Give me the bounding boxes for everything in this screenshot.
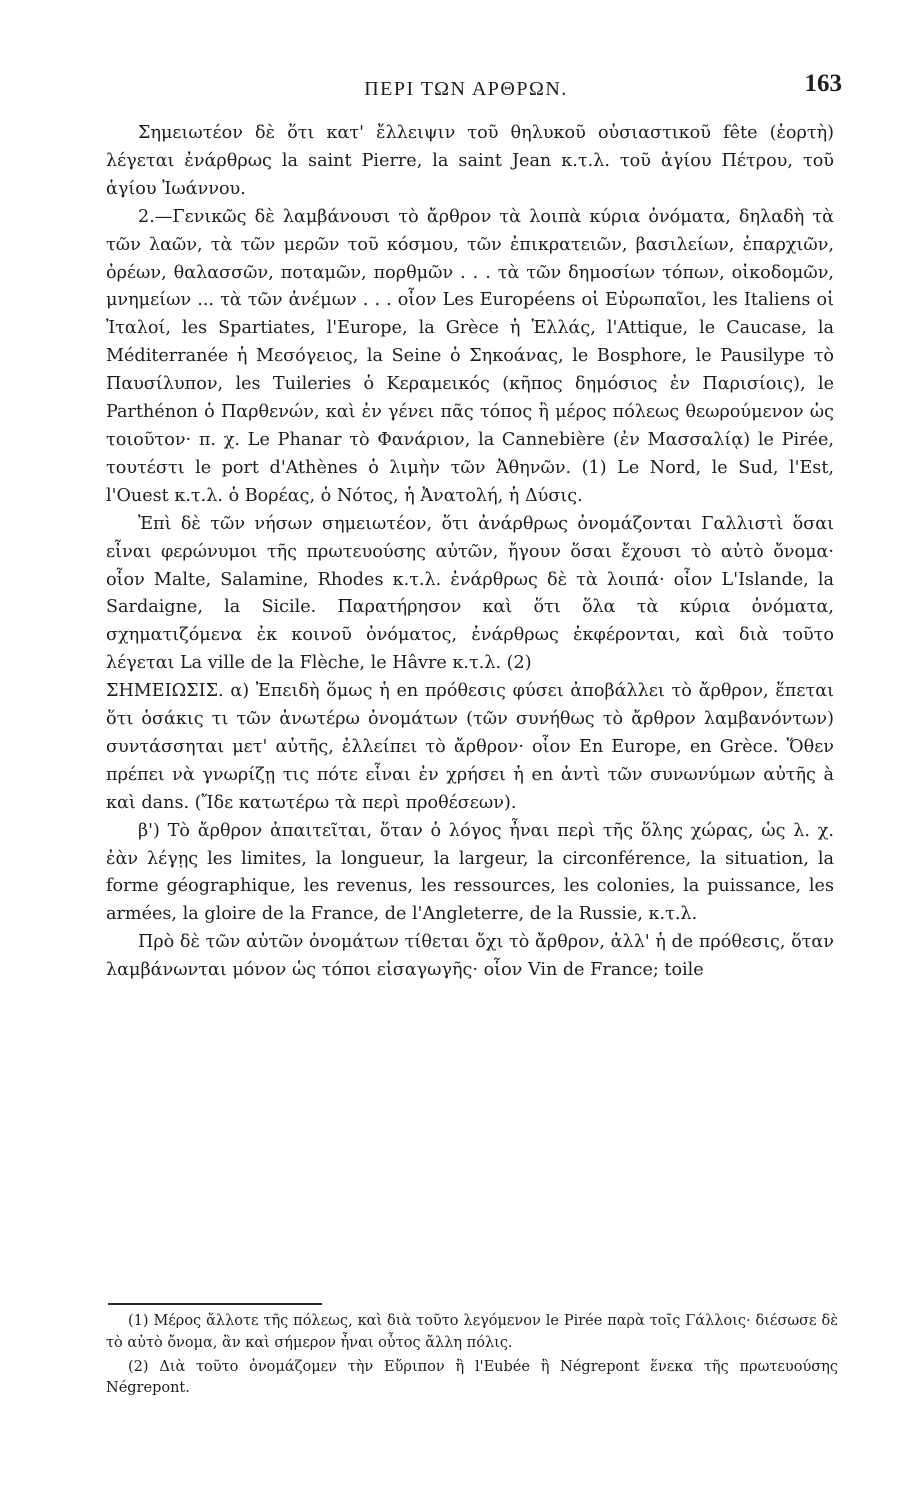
page-header xyxy=(96,70,842,110)
paragraph-proper-names: 2.—Γενικῶς δὲ λαμβάνουσι τὸ ἄρθρον τὰ λοιπὰ κύρια ὀνόματα, δηλαδὴ τὰ τῶν λαῶν, τὰ τῶν μερῶν τοῦ κόσμου, τῶν ἐπικρατειῶν, βασιλείων, ἐπαρχιῶν, ὀρέων, θαλασσῶν, ποταμῶν, πορθμῶν . . . τὰ τῶν δημοσίων τόπων, οἰκοδομῶν, μνημείων ... τὰ τῶν ἀνέμων . . . οἷον Les Européens οἱ Εὐρωπαῖοι, les Italiens οἱ Ἰταλοί, les Spartiates, l'Europe, la Grèce ἡ Ἑλλάς, l'Attique, le Caucase, la Méditerranée ἡ Μεσόγειος, la Seine ὁ Σηκοάνας, le Bosphore, le Pausilype τὸ Παυσίλυπον, les Tuileries ὁ Κεραμεικός (κῆπος δημόσιος ἐν Παρισίοις), le Parthénon ὁ Παρθενών, καὶ ἐν γένει πᾶς τόπος ἢ μέρος πόλεως θεωρούμενον ὡς τοιοῦτον· π. χ. Le Phanar τὸ Φανάριον, la Cannebière (ἐν Μασσαλίᾳ) le Pirée, τουτέστι le port d'Athènes ὁ λιμὴν τῶν Ἀθηνῶν. (1) Le Nord, le Sud, l'Est, l'Ouest κ.τ.λ. ὁ Βορέας, ὁ Νότος, ἡ Ἀνατολή, ἡ Δύσις. xyxy=(106,206,834,506)
footnote-1: (1) Μέρος ἄλλοτε τῆς πόλεως, καὶ διὰ τοῦτο λεγόμενον le Pirée παρὰ τοῖς Γάλλοις· διέσωσε δὲ τὸ αὐτὸ ὄνομα, ἂν καὶ σήμερον ἦναι οὗτος ἄλλη πόλις. xyxy=(106,1313,838,1351)
footnote-divider xyxy=(108,1303,322,1305)
footnote-2: (2) Διὰ τοῦτο ὀνομάζομεν τὴν Εὔριπον ἢ l'Eubée ἢ Négrepont ἕνεκα τῆς πρωτευούσης Négrepont. xyxy=(106,1358,838,1397)
paragraph-remark-a: ΣΗΜΕΙΩΣΙΣ. α) Ἐπειδὴ ὅμως ἡ en πρόθεσις φύσει ἀποβάλλει τὸ ἄρθρον, ἕπεται ὅτι ὁσάκις τι τῶν ἀνωτέρω ὀνομάτων (τῶν συνήθως τὸ ἄρθρον λαμβανόντων) συντάσσηται μετ' αὐτῆς, ἐλλείπει τὸ ἄρθρον· οἷον En Europe, en Grèce. Ὅθεν πρέπει νὰ γνωρίζῃ τις πότε εἶναι ἐν χρήσει ἡ en ἀντὶ τῶν συνωνύμων αὐτῆς à καὶ dans. (Ἴδε κατωτέρω τὰ περὶ προθέσεων). xyxy=(106,681,834,813)
paragraph-remark-b: β') Τὸ ἄρθρον ἀπαιτεῖται, ὅταν ὁ λόγος ἦναι περὶ τῆς ὅλης χώρας, ὡς λ. χ. ἐὰν λέγῃς les limites, la longueur, la largeur, la circonférence, la situation, la forme géographique, les revenus, les ressources, les colonies, la puissance, les armées, la gloire de la France, de l'Angleterre, de la Russie, κ.τ.λ. xyxy=(106,820,834,925)
paragraph-islands: Ἐπὶ δὲ τῶν νήσων σημειωτέον, ὅτι ἀνάρθρως ὀνομάζονται Γαλλιστὶ ὅσαι εἶναι φερώνυμοι τῆς πρωτευούσης αὐτῶν, ἤγουν ὅσαι ἔχουσι τὸ αὐτὸ ὄνομα· οἷον Malte, Salamine, Rhodes κ.τ.λ. ἐνάρθρως δὲ τὰ λοιπά· οἷον L'Islande, la Sardaigne, la Sicile. Παρατήρησον καὶ ὅτι ὅλα τὰ κύρια ὀνόματα, σχηματιζόμενα ἐκ κοινοῦ ὀνόματος, ἐνάρθρως ἐκφέρονται, καὶ διὰ τοῦτο λέγεται La ville de la Flèche, le Hâvre κ.τ.λ. (2) xyxy=(106,513,834,674)
footnotes xyxy=(106,1311,838,1402)
main-text xyxy=(106,120,834,985)
paragraph-de-preposition: Πρὸ δὲ τῶν αὐτῶν ὀνομάτων τίθεται ὄχι τὸ ἄρθρον, ἀλλ' ἡ de πρόθεσις, ὅταν λαμβάνωνται μόνον ὡς τόποι εἰσαγωγῆς· οἷον Vin de France; toile xyxy=(106,932,834,981)
paragraph-note-fete: Σημειωτέον δὲ ὅτι κατ' ἔλλειψιν τοῦ θηλυκοῦ οὐσιαστικοῦ fête (ἑορτὴ) λέγεται ἐνάρθρως la saint Pierre, la saint Jean κ.τ.λ. τοῦ ἁγίου Πέτρου, τοῦ ἁγίου Ἰωάννου. xyxy=(106,123,834,199)
page-number: 163 xyxy=(804,70,842,97)
running-title: ΠΕΡΙ ΤΩΝ ΑΡΘΡΩΝ. xyxy=(364,78,568,100)
